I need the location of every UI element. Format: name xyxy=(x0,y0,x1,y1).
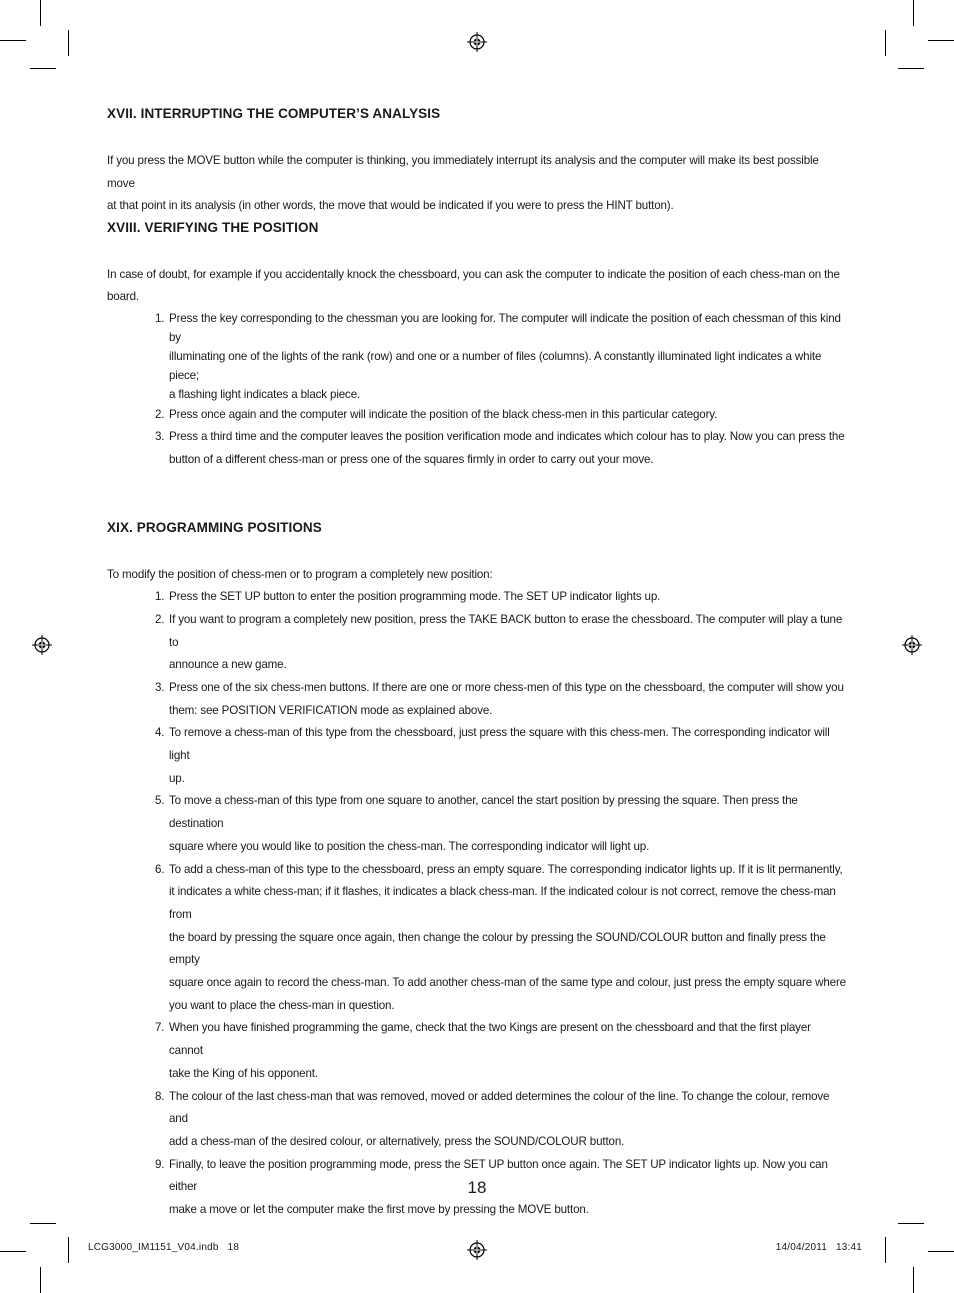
list-item-line: the board by pressing the square once again, then change the colour by pressing the SOUND/COLOUR button and finally press the empty xyxy=(169,930,826,967)
list-item-line: Press a third time and the computer leaves the position verification mode and indicates which colour has to play. Now you can press the xyxy=(169,430,845,444)
crop-mark xyxy=(928,40,954,41)
crop-mark xyxy=(913,1267,914,1293)
list-item-number: 3. xyxy=(155,680,165,694)
list-item-number: 9. xyxy=(155,1157,165,1171)
list-item-number: 1. xyxy=(155,311,165,325)
list-item xyxy=(155,722,847,790)
paragraph-line: In case of doubt, for example if you accidentally knock the chessboard, you can ask the computer to indicate the position of each chess-man on the xyxy=(107,267,840,281)
list-item-number: 6. xyxy=(155,862,165,876)
list-item xyxy=(155,790,847,858)
section-paragraph-verifying xyxy=(107,264,847,309)
list-item-number: 2. xyxy=(155,407,165,421)
list-item xyxy=(155,426,847,471)
crop-mark xyxy=(913,0,914,26)
list-item-line: To add a chess-man of this type to the chessboard, press an empty square. The corresponding indicator lights up. If it is lit permanently, xyxy=(169,862,843,876)
list-item-line: up. xyxy=(169,771,185,785)
crop-mark xyxy=(68,30,69,56)
crop-mark xyxy=(68,1237,69,1263)
list-item-line: button of a different chess-man or press one of the squares firmly in order to carry out your move. xyxy=(169,452,654,466)
crop-mark xyxy=(0,40,26,41)
list-item-line: When you have finished programming the game, check that the two Kings are present on the chessboard and that the first player cannot xyxy=(169,1021,811,1058)
crop-mark xyxy=(898,68,924,69)
list-item-number: 5. xyxy=(155,794,165,808)
list-item xyxy=(155,677,847,722)
footer-timestamp: 14/04/2011 13:41 xyxy=(775,1242,862,1253)
list-item xyxy=(155,1017,847,1085)
section-title-programming: XIX. PROGRAMMING POSITIONS xyxy=(107,519,322,535)
section-title-interrupting: XVII. INTERRUPTING THE COMPUTER’S ANALYSIS xyxy=(107,106,441,121)
list-item-line: If you want to program a completely new position, press the TAKE BACK button to erase the chessboard. The computer will play a tune to xyxy=(169,612,843,649)
paragraph-line: at that point in its analysis (in other words, the move that would be indicated if you were to press the HINT button). xyxy=(107,199,674,212)
list-item-line: To move a chess-man of this type from one square to another, cancel the start position by pressing the square. Then press the destination xyxy=(169,794,798,831)
page-content xyxy=(107,104,847,1222)
list-item-line: square once again to record the chess-man. To add another chess-man of the same type and colour, just press the empty square where xyxy=(169,976,846,990)
list-item-line: square where you would like to position the chess-man. The corresponding indicator will light up. xyxy=(169,839,650,853)
list-item-line: make a move or let the computer make the first move by pressing the MOVE button. xyxy=(169,1203,589,1217)
crop-mark xyxy=(928,1251,954,1252)
list-item xyxy=(155,1086,847,1154)
crop-mark xyxy=(40,0,41,26)
section-paragraph-programming xyxy=(107,564,847,587)
crop-mark xyxy=(885,1237,886,1263)
list-item xyxy=(155,404,847,427)
paragraph-line: board. xyxy=(107,290,139,303)
section-title-verifying: XVIII. VERIFYING THE POSITION xyxy=(107,219,319,235)
list-item-line: Press once again and the computer will indicate the position of the black chess-men in this particular category. xyxy=(169,407,718,421)
list-item-number: 2. xyxy=(155,612,165,626)
list-item-line: To remove a chess-man of this type from the chessboard, just press the square with this chess-men. The corresponding indicator will light xyxy=(169,726,830,763)
list-item xyxy=(155,859,847,1018)
list-item-number: 7. xyxy=(155,1021,165,1035)
list-item-number: 8. xyxy=(155,1089,165,1103)
list-item-line: them: see POSITION VERIFICATION mode as explained above. xyxy=(169,703,493,717)
registration-target-icon xyxy=(467,1240,487,1260)
list-item-line: take the King of his opponent. xyxy=(169,1066,318,1080)
page-number: 18 xyxy=(467,1178,487,1197)
paragraph-line: If you press the MOVE button while the computer is thinking, you immediately interrupt its analysis and the computer will make its best possible move xyxy=(107,154,819,190)
footer-file-info: LCG3000_IM1151_V04.indb 18 xyxy=(88,1242,240,1253)
list-item-line: Press the key corresponding to the chessman you are looking for. The computer will indicate the position of each chessman of this kind by xyxy=(169,311,841,344)
crop-mark xyxy=(30,68,56,69)
crop-mark xyxy=(30,1223,56,1224)
crop-mark xyxy=(0,1251,26,1252)
list-item xyxy=(155,609,847,677)
list-item-line: you want to place the chess-man in question. xyxy=(169,998,395,1012)
crop-mark xyxy=(898,1223,924,1224)
list-item-line: it indicates a white chess-man; if it flashes, it indicates a black chess-man. If the indicated colour is not correct, remove the chess-man from xyxy=(169,885,836,921)
verify-steps-list xyxy=(107,309,847,472)
list-item-number: 3. xyxy=(155,430,165,444)
list-item-line: add a chess-man of the desired colour, or alternatively, press the SOUND/COLOUR button. xyxy=(169,1134,625,1148)
list-item xyxy=(155,309,847,404)
registration-target-icon xyxy=(902,635,922,655)
list-item-line: announce a new game. xyxy=(169,658,287,672)
list-item-line: a flashing light indicates a black piece. xyxy=(169,387,361,401)
registration-target-icon xyxy=(32,635,52,655)
section-paragraph-interrupting xyxy=(107,150,847,218)
list-item xyxy=(155,586,847,609)
registration-target-icon xyxy=(467,32,487,52)
list-item-number: 4. xyxy=(155,726,165,740)
crop-mark xyxy=(885,30,886,56)
programming-steps-list xyxy=(107,586,847,1222)
list-item-line: Press one of the six chess-men buttons. If there are one or more chess-men of this type on the chessboard, the computer will show you xyxy=(169,680,844,694)
crop-mark xyxy=(40,1267,41,1293)
list-item-line: Press the SET UP button to enter the position programming mode. The SET UP indicator lights up. xyxy=(169,590,661,604)
list-item-number: 1. xyxy=(155,590,165,604)
list-item-line: The colour of the last chess-man that was removed, moved or added determines the colour of the line. To change the colour, remove and xyxy=(169,1089,830,1126)
list-item-line: illuminating one of the lights of the rank (row) and one or a number of files (columns). A constantly illuminated light indicates a white piece; xyxy=(169,349,822,382)
list-item-line: Finally, to leave the position programming mode, press the SET UP button once again. The SET UP indicator lights up. Now you can either xyxy=(169,1157,828,1194)
paragraph-line: To modify the position of chess-men or to program a completely new position: xyxy=(107,567,493,581)
